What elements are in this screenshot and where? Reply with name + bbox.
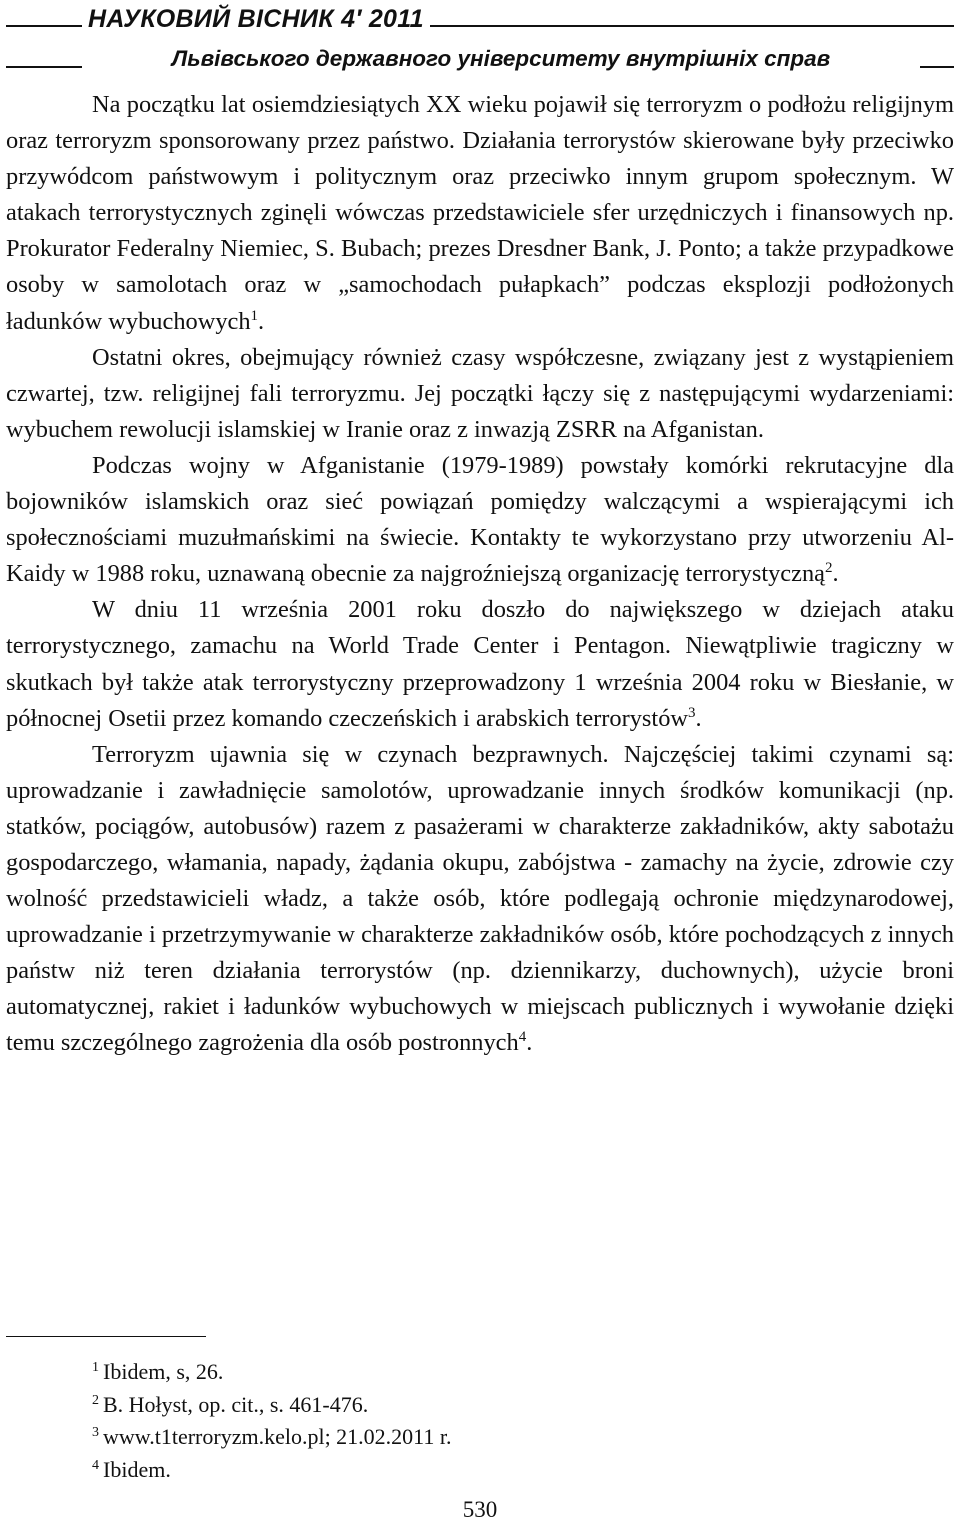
footnotes	[92, 1356, 451, 1486]
page-number: 530	[462, 1497, 498, 1522]
footnote-mark: 2	[824, 560, 833, 577]
journal-title: НАУКОВИЙ ВІСНИК 4′ 2011	[88, 4, 424, 33]
footnote: $^3$ www.t1terroryzm.kelo.pl; 21.02.2011 r.	[92, 1424, 452, 1449]
paragraph: Podczas wojny w Afganistanie (1979-1989) powstały komórki rekrutacyjne dla bojowników islamskich oraz sieć powiązań pomiędzy walczącymi a wspierającymi ich społecznościami muzułmańskimi na świecie. Kontakty te wykorzystano przy utworzeniu Al-Kaidy w 1988 roku, uznawaną obecnie za najgroźniejszą organizację terrorystyczną$^2$.	[6, 451, 954, 588]
running-header-line-1	[6, 4, 954, 34]
header-rule-left	[6, 25, 82, 27]
article-body	[6, 87, 954, 1062]
footnote-mark: 4	[518, 1029, 527, 1046]
journal-subtitle: Львівського державного університету внутрішніх справ	[171, 46, 831, 71]
footnote-separator	[6, 1336, 206, 1337]
footnote: $^1$ Ibidem, s, 26.	[92, 1359, 224, 1384]
paragraph: W dniu 11 września 2001 roku doszło do największego w dziejach ataku terrorystycznego, zamachu na World Trade Center i Pentagon. Niewątpliwie tragiczny w skutkach był także atak terrorystyczny przeprowadzony 1 września 2004 roku w Biesłanie, w północnej Osetii przez komando czeczeńskich i arabskich terrorystów$^3$.	[6, 596, 954, 732]
header-rule-right	[920, 66, 954, 68]
running-header-line-2	[6, 44, 954, 74]
footnote: $^4$ Ibidem.	[92, 1456, 171, 1482]
header-rule-left	[6, 66, 82, 68]
paragraph: Terroryzm ujawnia się w czynach bezprawnych. Najczęściej takimi czynami są: uprowadzanie i zawładnięcie samolotów, uprowadzanie innych środków komunikacji (np. statków, pociągów, autobusów) razem z pasażerami w charakterze zakładników, akty sabotażu gospodarczego, włamania, napady, żądania okupu, zabójstwa - zamachy na życie, zdrowie czy wolność przedstawicieli władz, a także osób, które podlegają ochronie międzynarodowej, uprowadzanie i przetrzymywanie w charakterze zakładników osób, które pochodzących z innych państw niż teren działania terrorystów (np. dziennikarzy, duchownych), użycie broni automatycznej, rakiet i ładunków wybuchowych w miejscach publicznych i wywołanie dzięki temu szczególnego zagrożenia dla osób postronnych$^4$.	[6, 740, 954, 1057]
footnote-mark: 1	[250, 307, 259, 324]
footnote: $^2$ B. Hołyst, op. cit., s. 461-476.	[92, 1391, 369, 1417]
paragraph: Na początku lat osiemdziesiątych XX wieku pojawił się terroryzm o podłożu religijnym oraz terroryzm sponsorowany przez państwo. Działania terrorystów skierowane były przeciwko przywódcom państwowym i politycznym oraz przeciwko innym grupom społecznym. W atakach terrorystycznych zginęli wówczas przedstawiciele sfer urzędniczych i finansowych np. Prokurator Federalny Niemiec, S. Bubach; prezes Dresdner Bank, J. Ponto; a także przypadkowe osoby w samolotach oraz w „samochodach pułapkach” podczas eksplozji podłożonych ładunków wybuchowych$^1$.	[6, 91, 954, 335]
footnote-mark: 3	[688, 704, 696, 721]
paragraph: Ostatni okres, obejmujący również czasy współczesne, związany jest z wystąpieniem czwartej, tzw. religijnej fali terroryzmu. Jej początki łączy się z następującymi wydarzeniami: wybuchem rewolucji islamskiej w Iranie oraz z inwazją ZSRR na Afganistan.	[6, 343, 954, 443]
header-rule-right	[430, 25, 954, 27]
